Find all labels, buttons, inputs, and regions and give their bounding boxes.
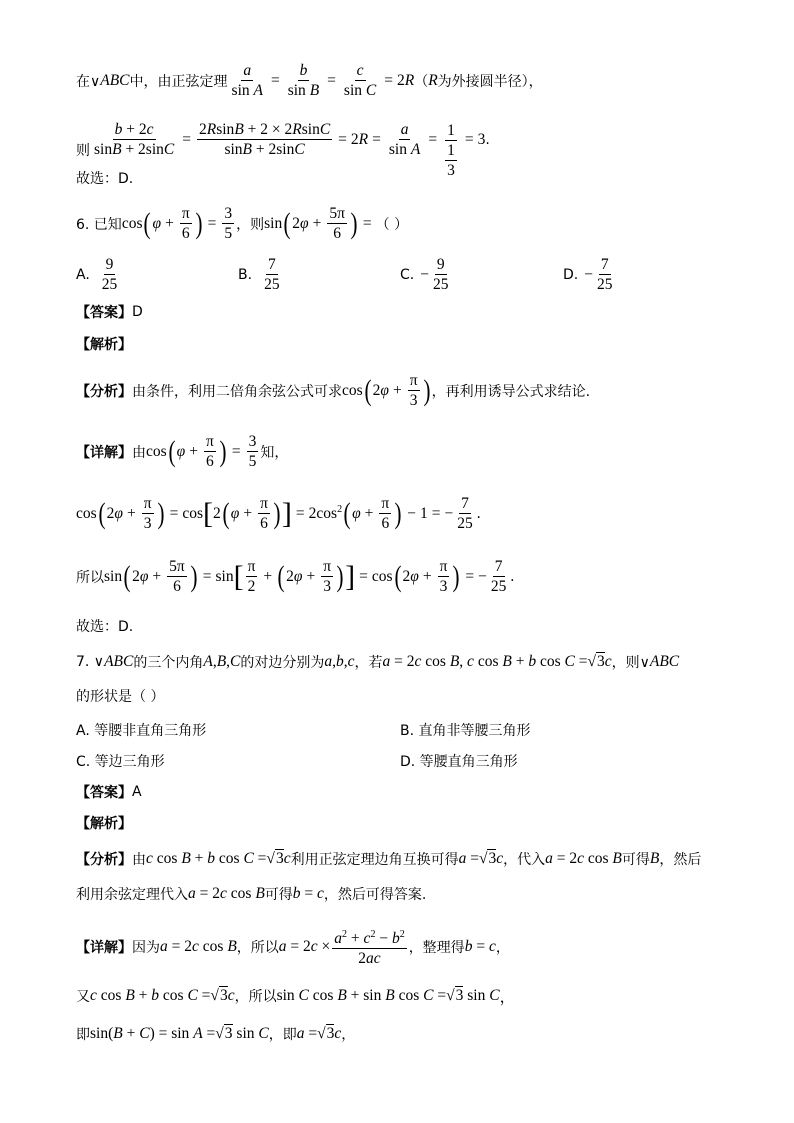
fenxi-6: 【分析】 由条件，利用二倍角余弦公式可求 cos ( 2φ + $\frac{\pi}{3}$ ) ，再利用诱导公式求结论. <box>76 372 591 409</box>
xiangjie-6: 【详解】 由 cos ( φ + $\frac{\pi}{6}$ ) = $\frac{3}{5}$ 知， <box>76 433 289 470</box>
q6-choice-a: A. $\frac{9}{25}$ <box>76 256 118 293</box>
q7-choice-b: B. 直角非等腰三角形 <box>400 723 531 739</box>
fraction: $\frac{a}{\text{sin A}}$ <box>231 62 263 99</box>
fraction: $\frac{b}{\text{sin B}}$ <box>287 62 320 99</box>
q6-choice-d: D. − $\frac{7}{25}$ <box>563 256 613 293</box>
derivation-sin: 所以 sin ( 2φ + $\frac{5\pi}{6}$ ) = sin [ $\frac{\pi}{2}$ + ( 2φ + $\frac{\pi}{3}$ ) ] = cos ( 2φ + $\frac{\pi}{3}$ ) = − $\frac{7}{25}$ . <box>76 558 515 595</box>
q6-choice-b: B. $\frac{7}{25}$ <box>238 256 280 293</box>
fraction: $\frac{b + 2c}{\sin B + 2\sin C}$ <box>94 121 175 158</box>
answer-7: 【答案】 A <box>76 784 142 801</box>
fraction: $\frac{2RsinB + 2 \times 2RsinC}{\sin B + 2\sin C}$ <box>199 121 331 158</box>
fraction: $\frac{1}{\frac{1}{3}}$ <box>447 122 455 179</box>
answer-line-2: 故选：D. <box>76 619 134 635</box>
fenxi-7: 【分析】 由 c cos B + b cos C = √3c 利用正弦定理边角互换可得 a = √3c ，代入 a = 2c cos B 可得 B ，然后 <box>76 850 702 868</box>
line-ratio-formula: 则 $\frac{b + 2c}{\sin B + 2\sin C}$ = $\frac{2RsinB + 2 \times 2RsinC}{\sin B + 2\sin C}$ = 2R = $\frac{a}{\text{sin A}}$ = $\frac{1}{\frac{1}{3}}$ = 3 . <box>76 121 490 179</box>
q7-choice-d: D. 等腰直角三角形 <box>400 754 518 770</box>
line-law-of-sines: 在∨ ABC 中，由正弦定理 $\frac{a}{\text{sin A}}$ = $\frac{b}{\text{sin B}}$ = $\frac{c}{\text{sin C}}$ = 2R （ R 为外接圆半径）， <box>76 62 543 99</box>
question-7: 7. ∨ ABC 的三个内角 A , B , C 的对边分别为 a , b , c ，若 a = 2c cos B, c cos B + b cos C = √3c ，则∨ ABC <box>76 653 680 671</box>
analysis-header-6: 【解析】 <box>76 337 132 353</box>
fraction: $\frac{a}{\text{sin A}}$ <box>388 121 421 158</box>
question-7-cont: 的形状是（ ） <box>76 689 165 705</box>
xiangjie-7: 【详解】 因为 a = 2c cos B ，所以 a = 2c × $\frac{a^2 + c^2 - b^2}{2ac}$ ，整理得 b = c ， <box>76 926 510 967</box>
question-6: 6. 已知 cos ( φ + $\frac{\pi}{6}$ ) = $\frac{3}{5}$ ，则 sin ( 2φ + $\frac{5\pi}{6}$ ) = （ ） <box>76 205 409 242</box>
q6-choice-c: C. − $\frac{9}{25}$ <box>400 256 449 293</box>
line-you: 又 c cos B + b cos C = √3c ，所以 sin C cos B + sin B cos C = √3 sin C ， <box>76 987 516 1006</box>
fraction: $\frac{c}{\text{sin C}}$ <box>343 62 377 99</box>
answer-line: 故选：D. <box>76 171 134 187</box>
analysis-header-7: 【解析】 <box>76 816 132 832</box>
q7-choice-c: C. 等边三角形 <box>76 754 165 770</box>
q7-choice-a: A. 等腰非直角三角形 <box>76 723 207 739</box>
answer-6: 【答案】 D <box>76 304 143 321</box>
derivation-cos: cos ( 2φ + $\frac{\pi}{3}$ ) = cos [ 2 ( φ + $\frac{\pi}{6}$ ) ] = $2\cos^2$ ( φ + $\frac{\pi}{6}$ ) − 1 = − $\frac{7}{25}$ . <box>76 495 481 532</box>
fenxi-7-cont: 利用余弦定理代入 a = 2c cos B 可得 b = c ，然后可得答案. <box>76 885 427 903</box>
line-ji: 即 sin(B + C) = sin A = √3 sin C ，即 a = √3c ， <box>76 1025 356 1043</box>
